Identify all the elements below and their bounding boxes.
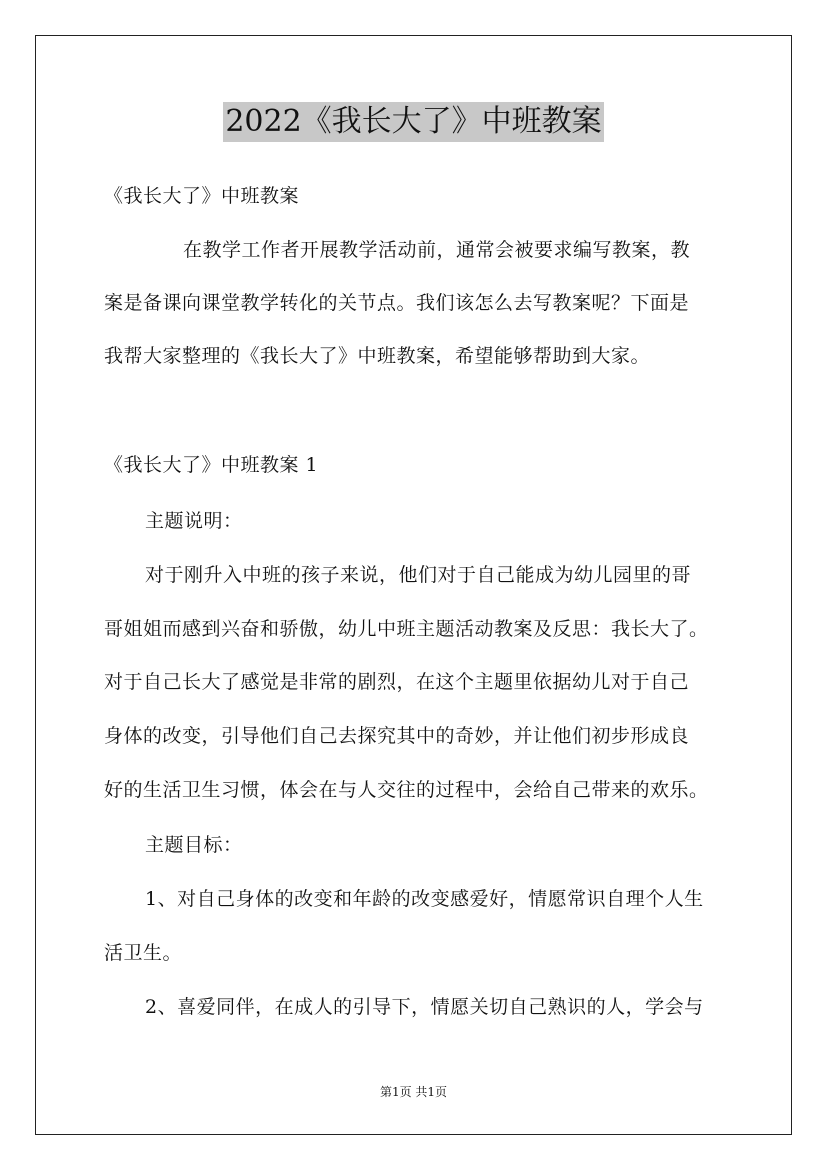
theme-line-5: 好的生活卫生习惯，体会在与人交往的过程中，会给自己带来的欢乐。 — [104, 779, 709, 801]
goal-line-3: 2、喜爱同伴，在成人的引导下，情愿关切自己熟识的人，学会与 — [145, 996, 704, 1018]
theme-line-1: 对于刚升入中班的孩子来说，他们对于自己能成为幼儿园里的哥 — [145, 564, 692, 586]
document-title: 2022《我长大了》中班教案 — [223, 102, 603, 142]
subtitle: 《我长大了》中班教案 — [104, 185, 300, 207]
intro-line-1: 在教学工作者开展教学活动前，通常会被要求编写教案，教 — [183, 239, 691, 261]
goal-line-1: 1、对自己身体的改变和年龄的改变感爱好，情愿常识自理个人生 — [145, 888, 704, 910]
theme-label: 主题说明： — [145, 510, 243, 532]
title-wrap — [0, 102, 827, 142]
goal-line-2: 活卫生。 — [104, 942, 183, 964]
theme-line-2: 哥姐姐而感到兴奋和骄傲，幼儿中班主题活动教案及反思：我长大了。 — [104, 618, 709, 640]
theme-line-4: 身体的改变，引导他们自己去探究其中的奇妙，并让他们初步形成良 — [104, 725, 690, 747]
intro-line-3: 我帮大家整理的《我长大了》中班教案，希望能够帮助到大家。 — [104, 345, 651, 367]
page-footer: 第1页 共1页 — [379, 1085, 448, 1099]
intro-line-2: 案是备课向课堂教学转化的关节点。我们该怎么去写教案呢？下面是 — [104, 292, 690, 314]
theme-line-3: 对于自己长大了感觉是非常的剧烈，在这个主题里依据幼儿对于自己 — [104, 671, 690, 693]
goal-label: 主题目标： — [145, 834, 243, 856]
section-heading: 《我长大了》中班教案 1 — [104, 454, 319, 476]
